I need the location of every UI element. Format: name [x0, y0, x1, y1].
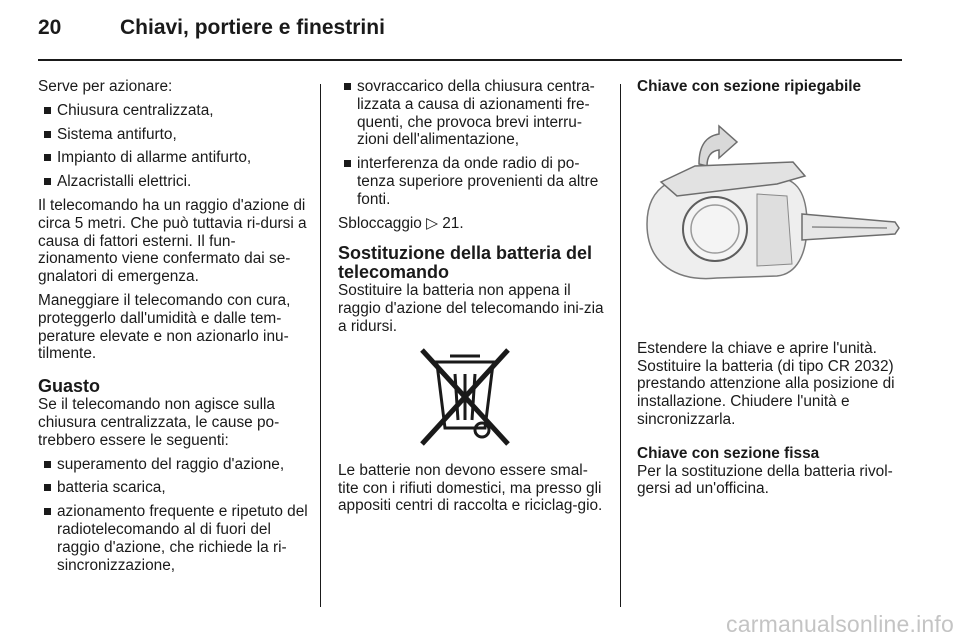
folding-key-battery-illustration: [637, 104, 903, 326]
page-title: Chiavi, portiere e finestrini: [120, 16, 385, 39]
disposal-paragraph: Le batterie non devono essere smal-tite con i rifiuti domestici, ma presso gli appositi centri di raccolta e riciclag-gio.: [338, 461, 603, 515]
watermark: carmanualsonline.info: [726, 611, 954, 637]
page-number: 20: [38, 16, 62, 39]
page-header: [0, 0, 960, 60]
column-divider-2: [620, 84, 621, 607]
list-item: Alzacristalli elettrici.: [38, 173, 308, 191]
heading-fixed-key: Chiave con sezione fissa: [637, 444, 820, 462]
battery-paragraph: Sostituire la batteria non appena il raggio d'azione del telecomando ini-zia a ridursi.: [338, 282, 604, 335]
column-3: [637, 78, 903, 504]
column-divider-1: [320, 84, 321, 607]
section-heading-battery: Sostituzione della batteria del telecomando: [338, 243, 593, 283]
intro-text: Serve per azionare:: [38, 78, 173, 95]
list-item: Sistema antifurto,: [38, 126, 308, 144]
heading-folding-key: Chiave con sezione ripiegabile: [637, 78, 862, 95]
operations-list: [38, 102, 308, 191]
list-item: azionamento frequente e ripetuto del radiotelecomando al di fuori del raggio d'azione, che richiede la ri-sincronizzazione,: [38, 503, 308, 574]
fixed-key-instructions: Per la sostituzione della batteria rivol-gersi ad un'officina.: [637, 462, 893, 498]
unlock-reference: Sbloccaggio ▷ 21.: [338, 214, 464, 232]
list-item: superamento del raggio d'azione,: [38, 456, 308, 474]
header-rule: [38, 59, 902, 61]
folding-key-instructions: Estendere la chiave e aprire l'unità. Sostituire la batteria (di tipo CR 2032) prestando attenzione alla posizione di installazione. Chiudere l'unità e sincronizzarla.: [637, 339, 895, 428]
list-item: Impianto di allarme antifurto,: [38, 149, 308, 167]
causes-list: [38, 456, 308, 575]
list-item: batteria scarica,: [38, 479, 308, 497]
crossed-out-wheelie-bin-icon: [410, 342, 520, 452]
list-item: sovraccarico della chiusura centra-lizzata a causa di azionamenti fre-quenti, che provoca brevi interru-zioni dell'alimentazione,: [338, 78, 606, 149]
folding-key-figure: [637, 104, 903, 326]
causes-list-continued: [338, 78, 606, 209]
list-item: Chiusura centralizzata,: [38, 102, 308, 120]
list-item: interferenza da onde radio di po-tenza superiore provenienti da altre fonti.: [338, 155, 606, 208]
section-heading-guasto: Guasto: [38, 376, 101, 397]
range-paragraph: Il telecomando ha un raggio d'azione di circa 5 metri. Che può tuttavia ri-dursi a causa di fattori esterni. Il fun-zionamento viene confermato dai se-gnalatori di emergenza.: [38, 196, 307, 286]
fault-paragraph: Se il telecomando non agisce sulla chiusura centralizzata, le cause po-trebbero essere le seguenti:: [38, 396, 280, 449]
column-2: [338, 78, 606, 521]
wheelie-bin-figure: [338, 342, 606, 452]
care-paragraph: Maneggiare il telecomando con cura, proteggerlo dall'umidità e dalle tem-perature elevate e non azionarlo inu-tilmente.: [38, 291, 291, 363]
column-1: [38, 78, 308, 580]
